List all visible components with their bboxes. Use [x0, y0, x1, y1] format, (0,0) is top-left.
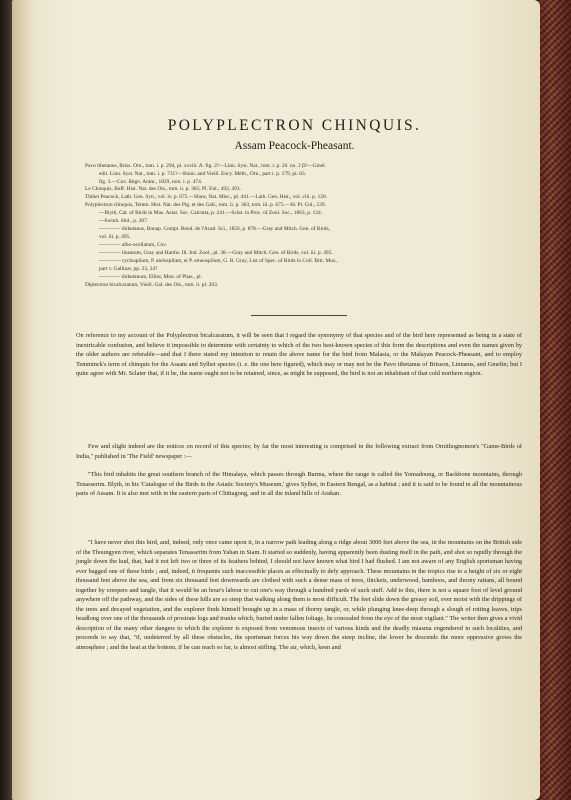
synonymy-line: ———— cyclospilum, P. atelospilum, et P. emeospilum, G. R. Gray, List of Spec. of Birds in Coll. Brit. Mus., — [99, 258, 338, 264]
paragraph-text: "This bird inhabits the great southern branch of the Himalaya, which passes through Burma, where the range is called the Yomadoung, or Backbone mountains, through Tenasserim. Blyth, in his 'Catalogue of the Birds in the Asiatic Society's Museum,' gives Sylhet, in Eastern Bengal, as a habitat ; and it is said to be found in all the mountainous parts of Assam. It is also met with in the eastern parts of Chittagong, and in all the inland hills of Arakan. — [76, 471, 522, 498]
page-content — [67, 0, 522, 800]
paragraph-text: "I have never shot this bird, and, indeed, only once came upon it, in a narrow path leading along a ridge about 3000 feet above the sea, in the mountains on the British side of the Thoungyen river, which separates Tenasserim from Yahan in Siam. It started so suddenly, having apparently been dusting itself in the path, and shot so rapidly through the jungle down the kud, that, had it not left two or three of its feathers behind, I should not have known what bird I had flushed. I am not aware of any English sportsman having ever bagged one of these birds ; and, indeed, it frequents such inaccessible places as effectually to defy approach. These mountains in the tropics rise to a height of six or eight thousand feet above the sea, and from six thousand feet downwards are clothed with such a dense mass of trees, thickets, underwood, bamboos, and thorny rattans, all bound together by creepers and tangle, that it would be an hour's labour to cut one's way through a hundred yards of such stuff. Add to this, there is not a square foot of level ground anywhere off the pathway, and the sides of these hills are so steep that walking along them is most difficult. The feet slide down the greasy soil, ever moist with the drippings of the trees and decayed vegetation, and the explorer finds himself brought up in a mass of thorny tangle, or, while plunging knee-deep through a slough of rotting leaves, trips headlong over one of the thousands of prostrate logs and trunks which, buried under fallen foliage, lie concealed from the eye of the most vigilant." The writer then gives a vivid description of the many other dangers to which the explorer is exposed from venomous insects of various kinds and the deadly miasma engendered in such localities, and proceeds to say that, "if, undeterred by all these obstacles, the sportsman forces his way down the steep incline, the lower he descends the more oppressive grows the atmosphere ; and the heat at the bottom, if he can reach so far, is almost stifling. The air, which, keen and — [76, 539, 522, 652]
synonymy-line: edit. Linn. Syst. Nat., tom. i. p. 731?—Bonn. and Vieill. Ency. Méth., Orn., part i. p. 179, pl. 83. — [99, 171, 307, 177]
synonymy-line: Le Chinquis, Buff. Hist. Nat. des Ois., tom. ii. p. 365; Pl. Enl., 492, 493. — [85, 186, 241, 192]
synonymy-line: ———— lineatum, Gray and Hardw. Ill. Ind. Zool., pl. 38.—Gray and Mitch. Gen. of Birds, vol. iii. p. 495. — [99, 250, 333, 256]
synonymy-line: part v. Gallinæ, pp. 23, 24? — [99, 266, 158, 272]
synonymy-line: —Swinh. ibid., p. 307. — [99, 218, 149, 224]
synonymy-line: Pavo tibetanus, Briss. Orn., tom. i. p. 294, pl. xxviii. A. fig. 2?—Linn. Syst. Nat., tom. i. p. 26. no. 2 β?—Gmel. — [85, 163, 326, 169]
book-page — [12, 0, 540, 800]
synonymy-line: Thibet Peacock, Lath. Gen. Syn., vol. iv. p. 675.—Shaw, Nat. Misc., pl. 441.—Lath. Gen. Hist., vol. viii. p. 120. — [85, 194, 328, 200]
synonymy-line: fig. 3.—Cuv. Règn. Anim., 1829, tom. i. p. 474. — [99, 179, 203, 185]
body-paragraph — [76, 470, 522, 499]
synonymy-line: Polyplectron chinquis, Temm. Hist. Nat. des Pig. et des Gall., tom. ii. p. 363, tom. iii. p. 675.—Id. Pl. Col., 539. — [85, 202, 326, 208]
synonymy-line: ———— thibetanum, Elliot, Mon. of Phas., pl. — [99, 274, 203, 280]
synonymy-line: ———— albo-ocellatum, Cuv. — [99, 242, 167, 248]
section-divider — [251, 315, 347, 316]
paragraph-text: Few and slight indeed are the notices on record of this species; by far the most interesting is comprised in the following extract from Ornithognomon's "Game-Birds of India," published in 'The Field' newspaper :— — [76, 443, 522, 460]
paragraph-text: On reference to my account of the Polyplectron bicalcaratum, it will be seen that I regard the synonymy of that species and of the bird here represented as being in a state of inextricable confusion, and believe it impossible to determine with certainty to which of the two best-known species of this form the descriptions and even the names given by the older authors are referable—and that I there stated my intention to retain the above name for the bird from Malasia, or the Malayan Peacock-Pheasant, and to employ Temminck's term of chinquis for the Assam and Sylhet species (i. e. the one here figured), which may or may not be the Pavo tibetanus of Brisson, Linnæus, and Gmelin; but I quite agree with Mr. Sclater that, if it be, the name ought not to be retained, since, as might be supposed, the bird is not an inhabitant of that cold northern region. — [76, 332, 522, 378]
body-paragraph — [76, 331, 522, 379]
marbled-binding-edge — [538, 0, 571, 800]
page-subtitle: Assam Peacock-Pheasant. — [234, 140, 355, 152]
synonymy-line: Diplectron bicalcaratum, Vieill. Gal. des Ois., tom. ii. pl. 203. — [85, 282, 219, 288]
page-title: POLYPLECTRON CHINQUIS. — [167, 117, 422, 134]
synonymy-line: vol. iii. p. 495. — [99, 234, 131, 240]
body-paragraph — [76, 442, 522, 461]
synonymy-line: ———— thibetanus, Bonap. Compt. Rend. de l'Acad. Sci., 1856, p. 878.—Gray and Mitch. Gen. of Birds, — [99, 226, 330, 232]
body-paragraph — [76, 538, 522, 653]
synonymy-line: —Blyth, Cat. of Birds in Mus. Asiat. Soc. Calcutta, p. 241.—Sclat. in Proc. of Zool. Soc., 1863, p. 124. — [99, 210, 323, 216]
